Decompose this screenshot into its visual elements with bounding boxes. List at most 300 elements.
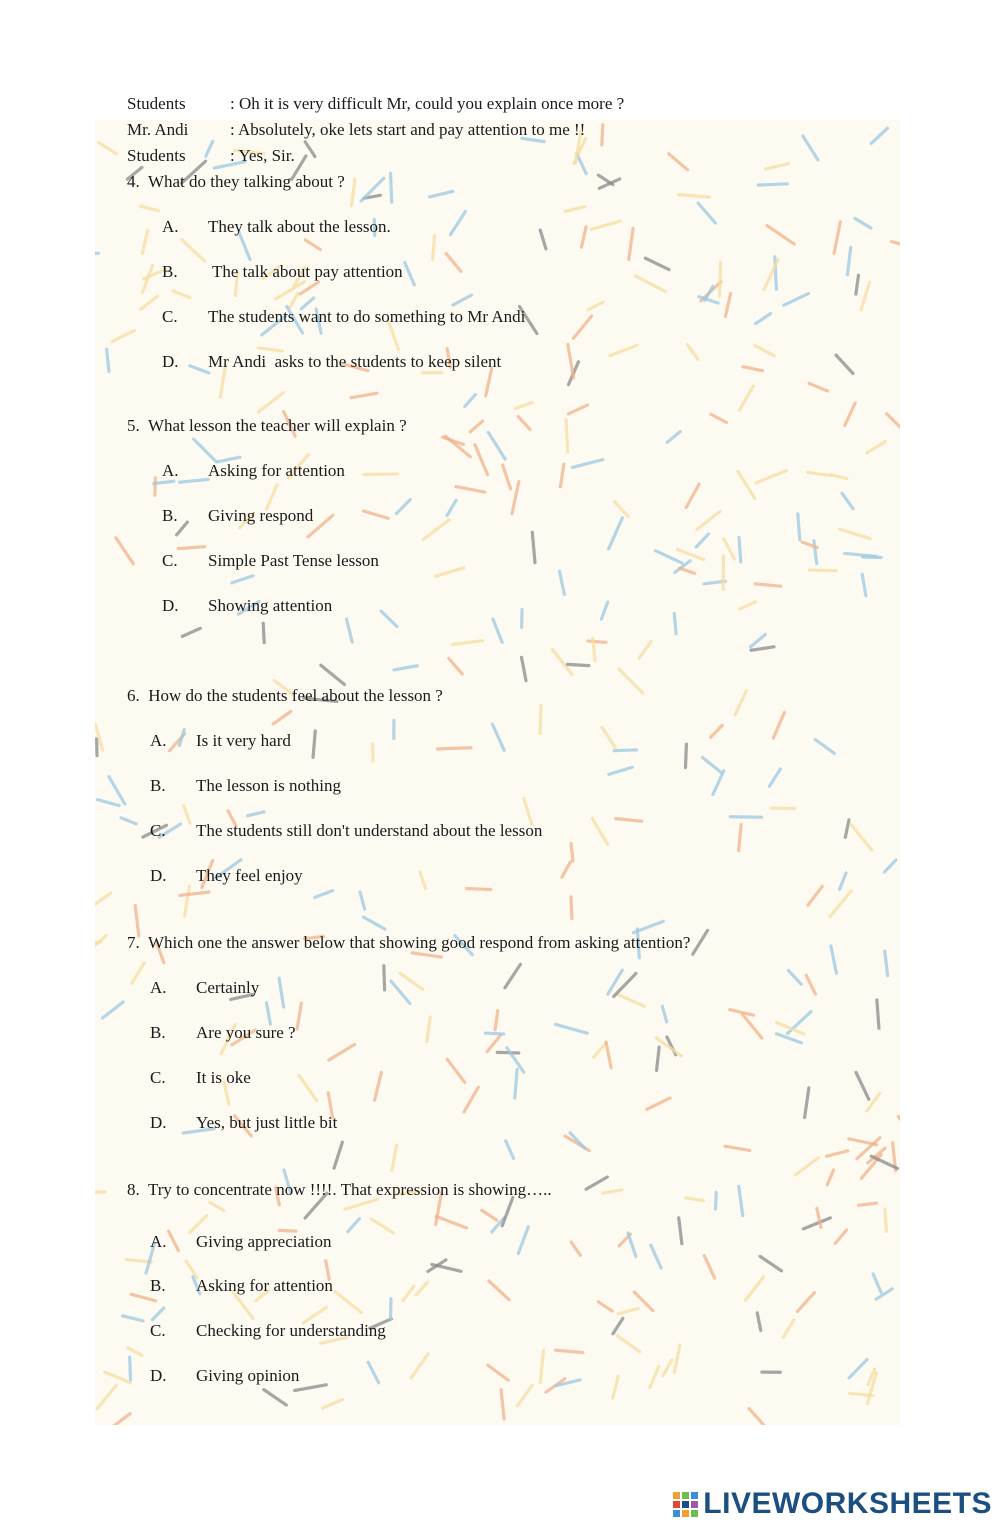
sprinkle (739, 386, 753, 410)
sprinkle (831, 946, 836, 973)
sprinkle (743, 1015, 762, 1038)
sprinkle (106, 1414, 130, 1425)
sprinkle (552, 649, 571, 674)
sprinkle (724, 539, 735, 559)
sprinkle (751, 647, 774, 650)
sprinkle (704, 1256, 714, 1278)
sprinkle (279, 978, 284, 1007)
sprinkle (436, 1216, 467, 1228)
sprinkle (95, 893, 111, 908)
sprinkle (123, 1316, 143, 1321)
option-letter: D. (150, 1366, 167, 1385)
sprinkle (871, 128, 887, 143)
sprinkle (263, 623, 264, 642)
sprinkle (453, 641, 483, 645)
sprinkle (334, 1142, 342, 1168)
sprinkle (606, 1042, 611, 1068)
sprinkle (798, 514, 800, 540)
sprinkle (400, 973, 423, 989)
sprinkle (360, 892, 365, 909)
sprinkle (475, 445, 488, 475)
sprinkle (540, 230, 546, 249)
sprinkle (518, 417, 530, 430)
sprinkle (808, 472, 831, 475)
option-text: They feel enjoy (196, 866, 303, 885)
sprinkle (840, 529, 871, 538)
sprinkle (194, 439, 216, 461)
sprinkle (755, 584, 780, 586)
sprinkle (447, 500, 456, 515)
sprinkle (698, 203, 715, 223)
sprinkle (615, 502, 628, 517)
sprinkle (783, 1320, 794, 1338)
sprinkle (758, 184, 787, 185)
option-letter: C. (150, 1068, 166, 1087)
sprinkle (594, 1042, 607, 1057)
sprinkle (352, 179, 355, 206)
sprinkle (411, 1354, 428, 1378)
sprinkle (669, 154, 688, 170)
sprinkle (602, 125, 603, 145)
sprinkle (616, 819, 642, 822)
sprinkle (685, 744, 686, 767)
sprinkle (435, 568, 464, 577)
sprinkle (512, 482, 519, 514)
option-letter: B. (150, 1276, 166, 1295)
sprinkle (190, 366, 209, 373)
sprinkle (633, 921, 663, 932)
sprinkle (662, 1006, 666, 1022)
sprinkle (845, 820, 849, 837)
sprinkle (873, 1274, 881, 1293)
sprinkle (743, 367, 763, 371)
sprinkle (769, 769, 780, 786)
sprinkle (842, 493, 853, 508)
sprinkle (450, 211, 465, 234)
sprinkle (178, 547, 204, 549)
sprinkle (677, 549, 703, 559)
option-text: Giving respond (208, 506, 314, 525)
sprinkle (566, 420, 568, 452)
sprinkle (99, 143, 117, 154)
sprinkle (618, 1308, 638, 1313)
option-text: Checking for understanding (196, 1321, 386, 1340)
sprinkle (703, 757, 722, 772)
sprinkle (711, 725, 723, 737)
sprinkle (740, 602, 756, 609)
sprinkle (405, 262, 415, 284)
sprinkle (482, 1210, 497, 1220)
sprinkle (321, 665, 345, 684)
dialogue-speaker: Students (127, 94, 186, 113)
sprinkle (351, 393, 377, 397)
option-letter: D. (162, 596, 179, 615)
sprinkle (154, 481, 174, 483)
sprinkle (809, 570, 836, 571)
sprinkle (655, 551, 682, 563)
sprinkle (735, 690, 747, 715)
option-letter: B. (150, 776, 166, 795)
sprinkle (142, 230, 147, 253)
option-text: Giving opinion (196, 1366, 300, 1385)
sprinkle (739, 537, 741, 562)
sprinkle (609, 518, 623, 549)
sprinkle (849, 1360, 867, 1378)
sprinkle (266, 1003, 270, 1024)
sprinkle (206, 141, 213, 156)
sprinkle (273, 711, 291, 723)
sprinkle (571, 897, 572, 919)
sprinkle (423, 520, 449, 540)
question-text: 4. What do they talking about ? (127, 172, 345, 191)
sprinkle (155, 478, 156, 495)
sprinkle (348, 1219, 360, 1232)
sprinkle (756, 314, 771, 324)
sprinkle (323, 1400, 343, 1409)
sprinkle (697, 511, 720, 529)
option-letter: C. (150, 1321, 166, 1340)
sprinkle (613, 1318, 623, 1333)
sprinkle (488, 432, 505, 459)
sprinkle (598, 1302, 612, 1311)
sprinkle (750, 634, 765, 646)
sprinkle (856, 1072, 869, 1099)
sprinkle (651, 1245, 661, 1268)
dialogue-text: : Yes, Sir. (230, 146, 295, 165)
sprinkle (603, 1190, 622, 1193)
sprinkle (863, 557, 881, 558)
sprinkle (827, 1151, 848, 1156)
sprinkle (470, 421, 482, 432)
sprinkle (453, 295, 471, 305)
sprinkle (486, 368, 492, 395)
sprinkle (776, 1034, 801, 1043)
sprinkle (169, 1231, 179, 1250)
sprinkle (687, 345, 698, 360)
question-text: 5. What lesson the teacher will explain ? (127, 416, 407, 435)
sprinkle (568, 664, 589, 665)
sprinkle (112, 331, 134, 342)
sprinkle (503, 465, 511, 489)
sprinkle (898, 1117, 900, 1132)
sprinkle (276, 282, 305, 299)
sprinkle (760, 1256, 781, 1270)
sprinkle (371, 1219, 393, 1233)
sprinkle (803, 1218, 830, 1229)
sprinkle (855, 218, 871, 228)
sprinkle (674, 614, 676, 634)
sprinkle (562, 862, 570, 877)
sprinkle (116, 538, 133, 564)
sprinkle (845, 403, 855, 425)
sprinkle (128, 1348, 142, 1356)
sprinkle (556, 1350, 583, 1352)
sprinkle (391, 173, 392, 202)
option-letter: D. (162, 352, 179, 371)
sprinkle (586, 1177, 607, 1189)
sprinkle (610, 345, 637, 355)
sprinkle (715, 1192, 716, 1209)
sprinkle (755, 345, 774, 355)
option-text: Are you sure ? (196, 1023, 296, 1042)
sprinkle (109, 777, 125, 804)
sprinkle (657, 1047, 660, 1070)
sprinkle (861, 282, 870, 310)
sprinkle (515, 1069, 517, 1097)
sprinkle (635, 276, 665, 292)
sprinkle (329, 1044, 355, 1060)
sprinkle (560, 464, 564, 487)
sprinkle (141, 206, 159, 211)
sprinkle (745, 1277, 763, 1300)
sprinkle (97, 1385, 116, 1409)
sprinkle (467, 889, 491, 890)
sprinkle (313, 731, 315, 757)
sprinkle (182, 628, 200, 636)
sprinkle (663, 1360, 672, 1376)
sprinkle (180, 892, 209, 895)
option-text: Certainly (196, 978, 260, 997)
sprinkle (103, 1002, 124, 1018)
sprinkle (867, 442, 885, 453)
sprinkle (485, 1033, 503, 1034)
sprinkle (877, 1000, 879, 1028)
sprinkle (180, 730, 185, 746)
sprinkle (412, 953, 441, 957)
sprinkle (132, 963, 144, 983)
option-letter: A. (162, 461, 179, 480)
sprinkle (835, 1230, 846, 1243)
liveworksheets-logo[interactable] (672, 1487, 992, 1521)
sprinkle (391, 981, 410, 1003)
option-text: Mr Andi asks to the students to keep silent (208, 352, 502, 371)
sprinkle (438, 748, 471, 749)
sprinkle (390, 1299, 391, 1319)
sprinkle (628, 1233, 636, 1256)
sprinkle (315, 891, 333, 898)
sprinkle (464, 1087, 478, 1112)
sprinkle (517, 1385, 532, 1405)
sprinkle (381, 611, 397, 626)
sprinkle (739, 1186, 743, 1215)
sprinkle (593, 638, 595, 660)
sprinkle (598, 175, 612, 184)
sprinkle (836, 355, 853, 373)
sprinkle (581, 227, 586, 248)
dialogue-speaker: Mr. Andi (127, 120, 189, 139)
option-letter: B. (162, 506, 178, 525)
sprinkle (711, 414, 727, 422)
sprinkle (609, 767, 632, 774)
sprinkle (264, 1390, 287, 1405)
sprinkle (693, 930, 708, 954)
sprinkle (815, 740, 834, 754)
option-text: Is it very hard (196, 731, 291, 750)
sprinkle (95, 253, 98, 255)
sprinkle (730, 817, 761, 818)
sprinkle (639, 641, 651, 658)
sprinkle (430, 191, 453, 197)
sprinkle (232, 576, 253, 583)
sprinkle (505, 964, 520, 987)
sprinkle (396, 500, 410, 514)
sprinkle (686, 1198, 704, 1201)
sprinkle (540, 1350, 543, 1383)
sprinkle (345, 1199, 377, 1209)
dialogue-speaker: Students (127, 146, 186, 165)
question-text: 7. Which one the answer below that showing good respond from asking attention? (127, 933, 691, 952)
sprinkle (629, 228, 633, 259)
sprinkle (892, 242, 900, 250)
sprinkle (394, 666, 417, 670)
sprinkle (515, 403, 531, 409)
sprinkle (568, 405, 587, 414)
sprinkle (489, 1281, 509, 1300)
sprinkle (577, 154, 586, 174)
sprinkle (773, 712, 784, 738)
sprinkle (591, 221, 620, 229)
sprinkle (757, 1313, 761, 1331)
sprinkle (556, 1024, 588, 1033)
sprinkle (568, 344, 574, 377)
sprinkle (856, 275, 859, 294)
sprinkle (885, 860, 896, 872)
sprinkle (678, 195, 709, 198)
sprinkle (522, 657, 526, 680)
dialogue-text: : Oh it is very difficult Mr, could you explain once more ? (230, 94, 625, 113)
sprinkle (588, 302, 603, 310)
sprinkle (363, 511, 388, 518)
sprinkle (449, 658, 463, 674)
sprinkle (95, 1192, 105, 1193)
sprinkle (650, 1366, 659, 1387)
sprinkle (258, 393, 283, 413)
sprinkle (645, 258, 669, 269)
sprinkle (446, 253, 461, 271)
sprinkle (588, 641, 606, 642)
sprinkle (784, 294, 809, 306)
sprinkle (130, 1357, 131, 1379)
sprinkle (180, 479, 208, 482)
sprinkle (619, 669, 643, 693)
option-text: Simple Past Tense lesson (208, 551, 379, 570)
question-text: 8. Try to concentrate now !!!!. That expression is showing….. (127, 1180, 552, 1199)
sprinkle (806, 975, 815, 994)
question-text: 6. How do the students feel about the lesson ? (127, 686, 443, 705)
sprinkle (679, 1218, 682, 1244)
sprinkle (152, 1308, 163, 1320)
sprinkle (795, 1158, 818, 1175)
sprinkle (565, 207, 585, 212)
sprinkle (808, 886, 822, 905)
sprinkle (571, 1242, 580, 1255)
sprinkle (107, 349, 109, 371)
option-text: Asking for attention (208, 461, 345, 480)
sprinkle (363, 917, 385, 929)
sprinkle (518, 1227, 528, 1254)
sprinkle (433, 236, 435, 260)
sprinkle (540, 706, 541, 734)
option-text: Yes, but just little bit (196, 1113, 338, 1132)
sprinkle (465, 395, 476, 407)
sprinkle (258, 348, 282, 351)
sprinkle (830, 891, 851, 917)
option-letter: A. (150, 978, 167, 997)
dialogue-text: : Absolutely, oke lets start and pay attention to me !! (230, 120, 586, 139)
sprinkle (572, 460, 603, 468)
sprinkle (493, 619, 502, 642)
sprinkle (185, 886, 190, 916)
sprinkle (392, 1145, 397, 1171)
sprinkle (492, 724, 504, 750)
sprinkle (803, 136, 818, 160)
sprinkle (135, 906, 139, 936)
sprinkle (501, 1390, 504, 1419)
sprinkle (680, 568, 695, 573)
option-text: Giving appreciation (196, 1232, 332, 1251)
sprinkle (805, 1088, 809, 1118)
sprinkle (506, 1141, 514, 1158)
sprinkle (613, 1376, 619, 1398)
sprinkle (767, 225, 794, 244)
sprinkle (827, 1170, 833, 1185)
sprinkle (809, 383, 828, 391)
option-letter: D. (150, 1113, 167, 1132)
sprinkle (851, 824, 872, 850)
sprinkle (335, 1292, 361, 1313)
option-letter: C. (162, 551, 178, 570)
sprinkle (495, 1011, 498, 1030)
sprinkle (447, 1059, 465, 1082)
sprinkle (739, 825, 741, 851)
sprinkle (247, 812, 264, 816)
option-text: Showing attention (208, 596, 333, 615)
option-text: They talk about the lesson. (208, 217, 391, 236)
sprinkle (814, 541, 817, 564)
option-letter: A. (162, 217, 179, 236)
sprinkle (617, 994, 645, 1006)
sprinkle (831, 475, 847, 479)
sprinkle (797, 1293, 814, 1312)
sprinkle (173, 291, 190, 298)
sprinkle (601, 602, 607, 619)
sprinkle (720, 262, 721, 296)
sprinkle (420, 872, 426, 889)
sprinkle (674, 1345, 679, 1373)
option-letter: D. (150, 866, 167, 885)
sprinkle (210, 1202, 224, 1210)
sprinkle (427, 1017, 430, 1042)
sprinkle (840, 873, 847, 889)
sprinkle (297, 1003, 301, 1029)
sprinkle (532, 532, 535, 562)
sprinkle (487, 1035, 500, 1051)
sprinkle (375, 1072, 382, 1100)
sprinkle (834, 222, 840, 254)
sprinkle (738, 471, 755, 498)
option-text: The students want to do something to Mr Andi (208, 307, 526, 326)
sprinkle (403, 1286, 414, 1300)
sprinkle (725, 294, 730, 317)
sprinkle (859, 1203, 877, 1205)
sprinkle (121, 818, 136, 824)
sprinkle (885, 1209, 887, 1231)
sprinkle (667, 432, 680, 443)
sprinkle (184, 805, 190, 823)
sprinkle (182, 240, 205, 261)
sprinkle (592, 818, 608, 844)
sprinkle (97, 800, 119, 806)
